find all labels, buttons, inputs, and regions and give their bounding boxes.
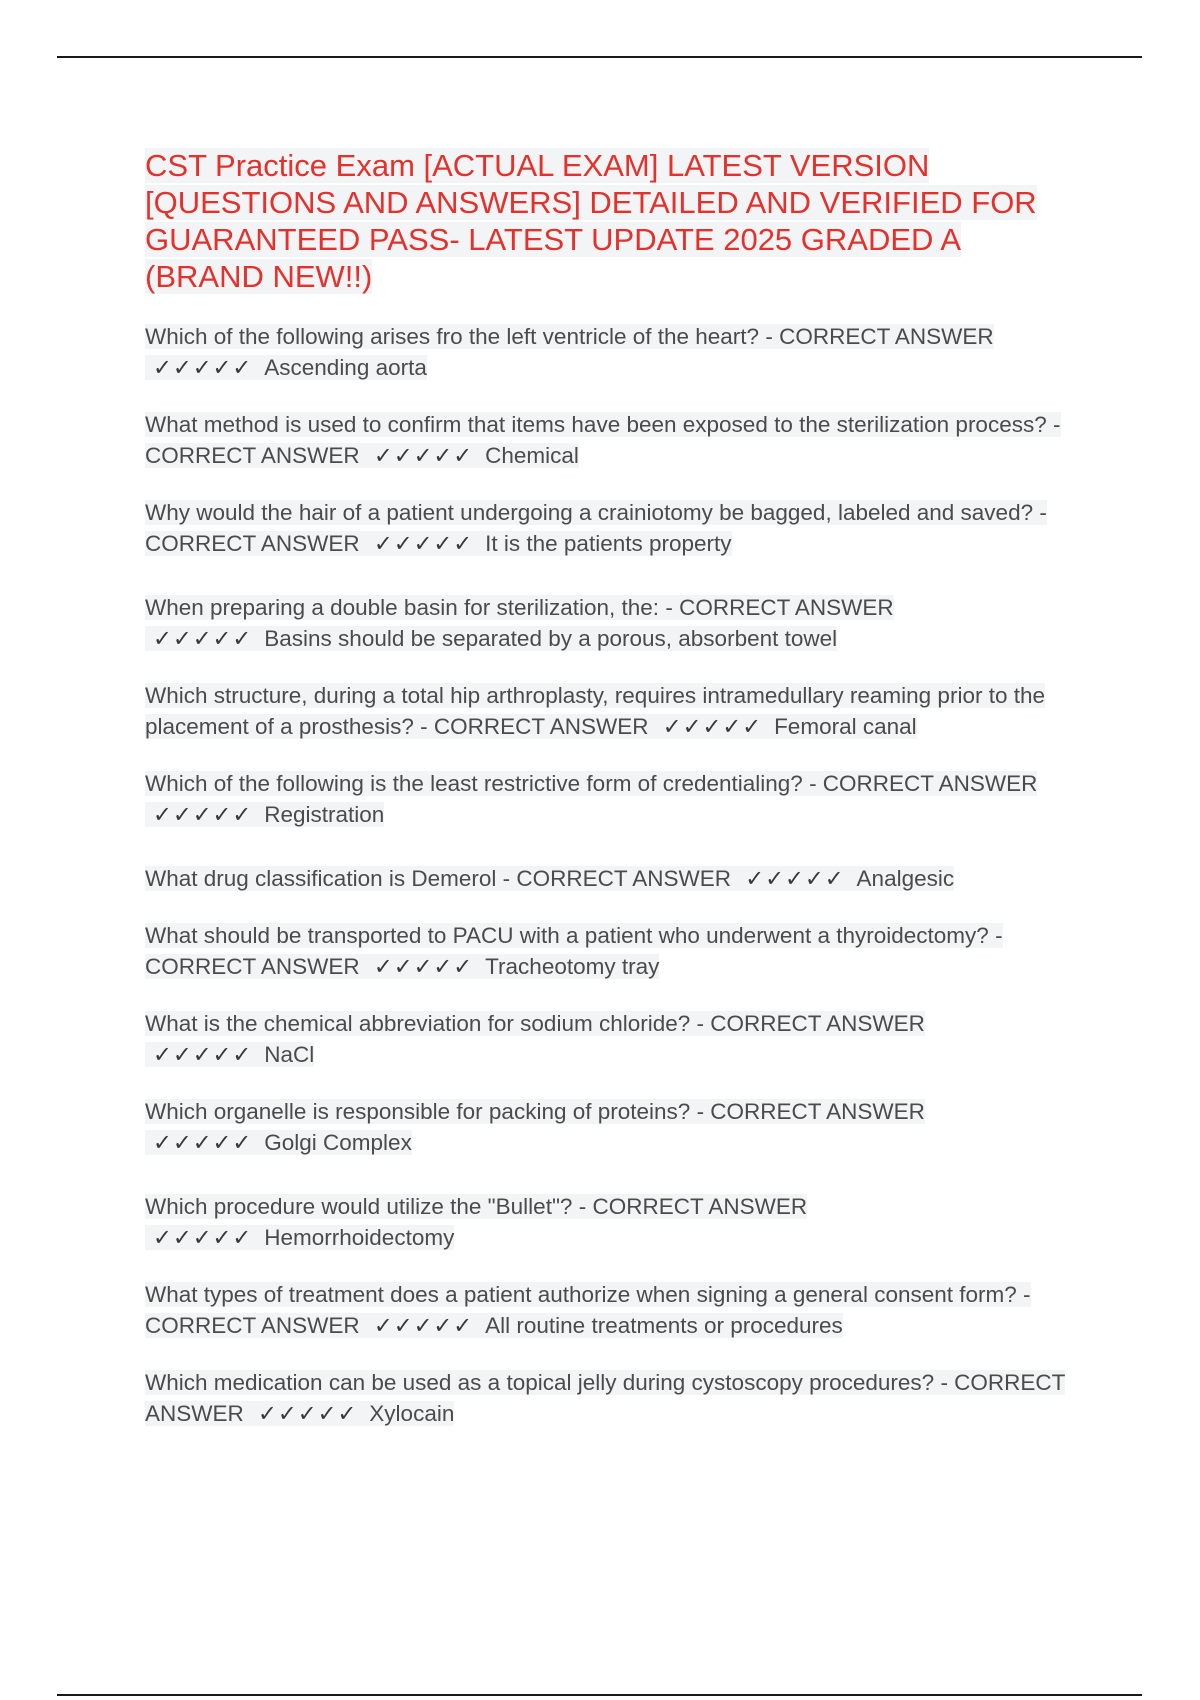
qa-text — [145, 1011, 925, 1067]
qa-item — [145, 768, 1085, 830]
correct-answer-label: - CORRECT ANSWER — [578, 1194, 808, 1219]
checkmark-icon: ✓✓✓✓✓ — [662, 714, 763, 739]
question-text: Which of the following arises fro the left ventricle of the heart? — [145, 324, 760, 349]
question-text: What method is used to confirm that items have been exposed to the sterilization process? — [145, 412, 1047, 437]
correct-answer-label: - CORRECT ANSWER — [696, 1011, 925, 1036]
checkmark-icon: ✓✓✓✓✓ — [153, 802, 253, 827]
correct-answer-label: - CORRECT ANSWER — [420, 714, 649, 739]
answer-text: Golgi Complex — [264, 1130, 412, 1155]
question-text: What types of treatment does a patient authorize when signing a general consent form? — [145, 1282, 1017, 1307]
qa-item — [145, 863, 1085, 894]
answer-text: Chemical — [485, 443, 579, 468]
qa-item — [145, 1279, 1085, 1341]
qa-item — [145, 920, 1085, 982]
qa-text — [145, 1099, 925, 1155]
qa-item — [145, 1008, 1085, 1070]
question-text: Which medication can be used as a topical jelly during cystoscopy procedures? — [145, 1370, 935, 1395]
answer-text: Basins should be separated by a porous, absorbent towel — [264, 626, 838, 651]
qa-text — [145, 412, 1061, 468]
qa-text — [145, 866, 954, 891]
qa-text — [145, 324, 994, 380]
qa-item — [145, 1096, 1085, 1158]
qa-item — [145, 680, 1085, 742]
correct-answer-label: - CORRECT ANSWER — [145, 1370, 1066, 1426]
question-text: What drug classification is Demerol — [145, 866, 497, 891]
checkmark-icon: ✓✓✓✓✓ — [153, 1225, 253, 1250]
checkmark-icon: ✓✓✓✓✓ — [153, 355, 253, 380]
checkmark-icon: ✓✓✓✓✓ — [153, 1042, 253, 1067]
answer-text: Registration — [264, 802, 385, 827]
correct-answer-label: - CORRECT ANSWER — [145, 500, 1047, 556]
checkmark-icon: ✓✓✓✓✓ — [373, 531, 474, 556]
checkmark-icon: ✓✓✓✓✓ — [373, 1313, 474, 1338]
qa-item — [145, 409, 1085, 471]
qa-text — [145, 923, 1003, 979]
answer-text: Hemorrhoidectomy — [264, 1225, 455, 1250]
correct-answer-label: - CORRECT ANSWER — [765, 324, 994, 349]
qa-text — [145, 595, 894, 651]
document-body — [145, 147, 1085, 1429]
checkmark-icon: ✓✓✓✓✓ — [373, 443, 474, 468]
question-text: Why would the hair of a patient undergoing a crainiotomy be bagged, labeled and saved? — [145, 500, 1034, 525]
correct-answer-label: - CORRECT ANSWER — [145, 1282, 1031, 1338]
qa-item — [145, 1367, 1085, 1429]
answer-text: Tracheotomy tray — [485, 954, 660, 979]
answer-text: All routine treatments or procedures — [485, 1313, 843, 1338]
question-text: Which procedure would utilize the "Bullet"? — [145, 1194, 573, 1219]
checkmark-icon: ✓✓✓✓✓ — [258, 1401, 358, 1426]
checkmark-icon: ✓✓✓✓✓ — [373, 954, 474, 979]
correct-answer-label: - CORRECT ANSWER — [502, 866, 732, 891]
qa-text — [145, 1282, 1031, 1338]
qa-item — [145, 497, 1085, 559]
question-text: Which organelle is responsible for packing of proteins? — [145, 1099, 691, 1124]
checkmark-icon: ✓✓✓✓✓ — [745, 866, 845, 891]
qa-list — [145, 321, 1085, 1429]
correct-answer-label: - CORRECT ANSWER — [809, 771, 1038, 796]
answer-text: Xylocain — [369, 1401, 455, 1426]
correct-answer-label: - CORRECT ANSWER — [665, 595, 894, 620]
correct-answer-label: - CORRECT ANSWER — [696, 1099, 925, 1124]
qa-item — [145, 321, 1085, 383]
answer-text: Ascending aorta — [264, 355, 427, 380]
correct-answer-label: - CORRECT ANSWER — [145, 412, 1061, 468]
qa-item — [145, 592, 1085, 654]
question-text: What is the chemical abbreviation for sodium chloride? — [145, 1011, 691, 1036]
answer-text: Femoral canal — [774, 714, 917, 739]
top-rule — [57, 56, 1142, 58]
question-text: When preparing a double basin for sterilization, the: — [145, 595, 660, 620]
qa-text — [145, 1370, 1065, 1426]
question-text: What should be transported to PACU with a patient who underwent a thyroidectomy? — [145, 923, 989, 948]
qa-text — [145, 771, 1037, 827]
checkmark-icon: ✓✓✓✓✓ — [153, 1130, 253, 1155]
bottom-rule — [57, 1694, 1142, 1696]
answer-text: Analgesic — [856, 866, 955, 891]
document-title: CST Practice Exam [ACTUAL EXAM] LATEST VERSION [QUESTIONS AND ANSWERS] DETAILED AND VERIFIED FOR GUARANTEED PASS- LATEST UPDATE 2025 GRADED A (BRAND NEW!!) — [145, 148, 1037, 294]
qa-text — [145, 1194, 807, 1250]
question-text: Which structure, during a total hip arthroplasty, requires intramedullary reaming prior to the placement of a prosthesis? — [145, 683, 1045, 739]
answer-text: It is the patients property — [485, 531, 732, 556]
qa-text — [145, 500, 1047, 556]
correct-answer-label: - CORRECT ANSWER — [145, 923, 1003, 979]
question-text: Which of the following is the least restrictive form of credentialing? — [145, 771, 803, 796]
answer-text: NaCl — [264, 1042, 315, 1067]
qa-text — [145, 683, 1045, 739]
qa-item — [145, 1191, 1085, 1253]
checkmark-icon: ✓✓✓✓✓ — [153, 626, 253, 651]
